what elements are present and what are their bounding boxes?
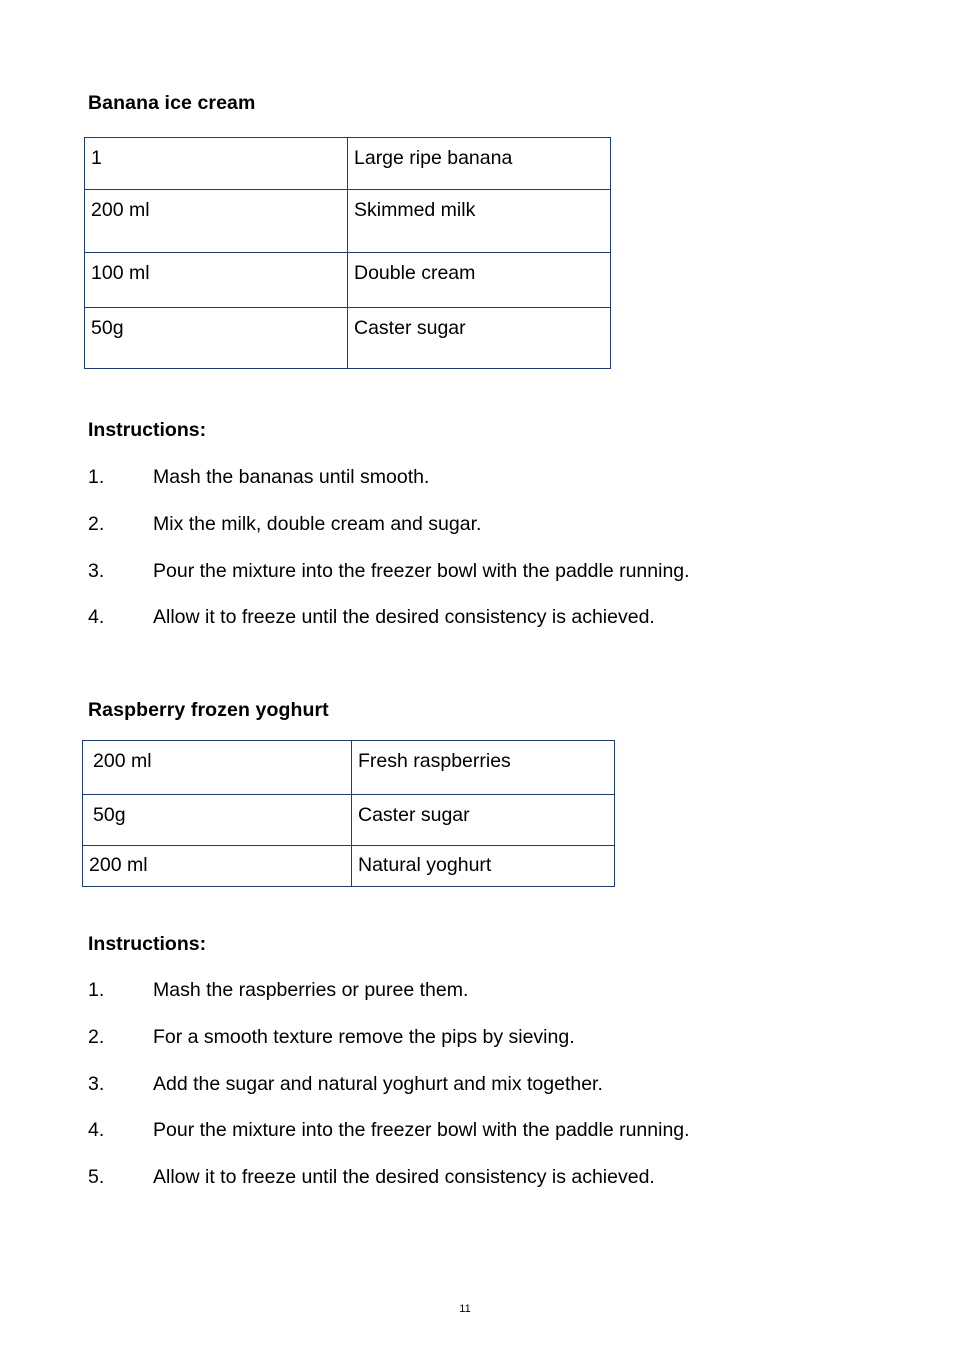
instructions-heading: Instructions: <box>88 419 207 441</box>
step-text: Mix the milk, double cream and sugar. <box>153 512 482 535</box>
step-text: Allow it to freeze until the desired consistency is achieved. <box>153 606 655 629</box>
step-text: Pour the mixture into the freezer bowl with the paddle running. <box>153 1119 690 1142</box>
step-number: 2. <box>88 1025 105 1048</box>
ingredient-amount: 50g <box>85 308 348 369</box>
page-number: 11 <box>459 1303 471 1315</box>
list-item <box>88 513 690 560</box>
ingredient-amount: 200 ml <box>83 846 352 887</box>
step-number: 4. <box>88 606 105 629</box>
list-item <box>88 1073 690 1120</box>
step-text: Allow it to freeze until the desired consistency is achieved. <box>153 1166 655 1189</box>
step-text: Add the sugar and natural yoghurt and mix together. <box>153 1072 603 1095</box>
ingredient-amount: 50g <box>83 795 352 846</box>
table-row <box>83 846 615 887</box>
list-item <box>88 560 690 607</box>
step-number: 3. <box>88 1072 105 1095</box>
ingredient-amount: 200 ml <box>85 190 348 253</box>
step-number: 1. <box>88 979 105 1001</box>
ingredient-name: Caster sugar <box>352 795 615 846</box>
ingredients-table-banana <box>84 137 611 369</box>
ingredients-table-raspberry <box>82 740 615 887</box>
table-row <box>85 253 611 308</box>
recipe-title-banana: Banana ice cream <box>88 92 256 114</box>
ingredient-amount: 200 ml <box>83 741 352 795</box>
step-text: Mash the bananas until smooth. <box>153 466 430 488</box>
step-number: 1. <box>88 466 105 488</box>
step-number: 5. <box>88 1166 105 1189</box>
ingredient-name: Skimmed milk <box>348 190 611 253</box>
instructions-heading: Instructions: <box>88 933 207 955</box>
step-number: 4. <box>88 1119 105 1142</box>
list-item <box>88 1026 690 1073</box>
ingredient-amount: 1 <box>85 138 348 190</box>
list-item <box>88 1166 690 1213</box>
instructions-list-banana <box>88 466 690 653</box>
list-item <box>88 466 690 513</box>
table-row <box>83 741 615 795</box>
ingredient-name: Fresh raspberries <box>352 741 615 795</box>
table-row <box>83 795 615 846</box>
table-row <box>85 190 611 253</box>
step-text: Mash the raspberries or puree them. <box>153 979 469 1001</box>
ingredient-name: Double cream <box>348 253 611 308</box>
recipe-title-raspberry: Raspberry frozen yoghurt <box>88 699 329 721</box>
step-number: 2. <box>88 512 105 535</box>
list-item <box>88 979 690 1026</box>
instructions-list-raspberry <box>88 979 690 1213</box>
list-item <box>88 1119 690 1166</box>
step-text: For a smooth texture remove the pips by sieving. <box>153 1025 575 1048</box>
list-item <box>88 606 690 653</box>
ingredient-amount: 100 ml <box>85 253 348 308</box>
step-text: Pour the mixture into the freezer bowl with the paddle running. <box>153 559 690 582</box>
ingredient-name: Natural yoghurt <box>352 846 615 887</box>
table-row <box>85 308 611 369</box>
step-number: 3. <box>88 559 105 582</box>
ingredient-name: Large ripe banana <box>348 138 611 190</box>
table-row <box>85 138 611 190</box>
ingredient-name: Caster sugar <box>348 308 611 369</box>
